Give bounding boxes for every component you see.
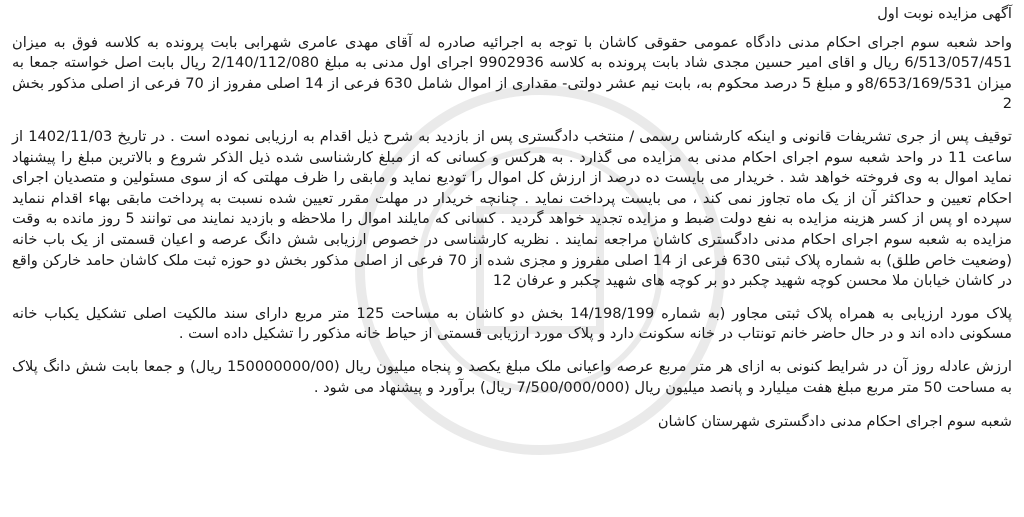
paragraph-2: توقیف پس از جری تشریفات قانونی و اینکه کارشناس رسمی / منتخب دادگستری پس از بازدید به شرح ذیل اقدام به ارزیابی نموده است . در تاریخ 1402/11/03 از ساعت 11 در واحد شعبه سوم اجرای احکام مدنی به مزایده می گذارد . به هرکس و کسانی که از مبلغ کارشناسی شده ذیل الذکر شروع و بالاترین مبلغ را پیشنهاد نماید اموال به وی فروخته خواهد شد . خریدار می بایست ده درصد از ارزش کل اموال را تودیع نماید و مابقی را ظرف مهلتی که از سوی مسئولین و متصدیان اجرای احکام تعیین و حداکثر آن از یک ماه تجاوز نمی کند ، می بایست پرداخت نماید . چنانچه خریدار در مهلت مقرر تعیین شده نسبت به پرداخت مابقی بهاء اقدام ننماید سپرده او پس از کسر هزینه مزایده به نفع دولت ضبط و مزایده تجدید خواهد گردید . کسانی که مایلند اموال را ملاحظه و بازدید نمایند می توانند 5 روز مانده به وقت مزایده به شعبه سوم اجرای احکام مدنی دادگستری کاشان مراجعه نمایند . نظریه کارشناسی در خصوص ارزیابی شش دانگ عرصه و اعیان قسمتی از یک باب خانه (وضعیت خاص طلق) به شماره پلاک ثبتی 630 فرعی از 14 اصلی مفروز و مجزی شده از 70 فرعی از اصلی مذکور بخش دو حوزه ثبت ملک کاشان حامد خارکن واقع در کاشان خیابان ملا محسن کوچه شهید چکبر دو بر کوچه های شهید چکبر و عرفان 12 bbox=[12, 127, 1013, 290]
paragraph-3: پلاک مورد ارزیابی به همراه پلاک ثبتی مجاور (به شماره 14/198/199 بخش دو کاشان به مساحت 125 متر مربع دارای سند مالکیت اصلی تشکیل یکباب خانه مسکونی داده اند و در حال حاضر خانم تونتاب در خانه سکونت دارد و پلاک مورد ارزیابی قسمتی از حیاط خانه مذکور را تشکیل داده است . bbox=[12, 304, 1012, 343]
auction-notice bbox=[12, 4, 1012, 433]
paragraph-1: واحد شعبه سوم اجرای احکام مدنی دادگاه عمومی حقوقی کاشان با توجه به اجرائیه صادره له آقای مهدی عامری شهرابی بابت پرونده به کلاسه فوق به میزان 6/513/057/451 ریال و اقای امیر حسین مجدی شاد بابت پرونده به کلاسه 9902936 اجرای اول مدنی به مبلغ 2/140/112/080 ریال بابت اصل خواسته جمعا به میزان 8/653/169/531و و مبلغ 5 درصد محکوم به، بابت نیم عشر دولتی- مقداری از اموال شامل 630 فرعی از 14 اصلی مفروز از 70 فرعی از اصلی مذکور بخش 2 bbox=[12, 33, 1012, 113]
signature: شعبه سوم اجرای احکام مدنی دادگستری شهرستان کاشان bbox=[657, 413, 1012, 431]
paragraph-4: ارزش عادله روز آن در شرایط کنونی به ازای هر متر مربع عرصه واعیانی ملک مبلغ یکصد و پنجاه میلیون ریال (150000000/00 ریال) و جمعا بابت شش دانگ پلاک به مساحت 50 متر مربع مبلغ هفت میلیارد و پانصد میلیون ریال (7/500/000/000 ریال) برآورد و پیشنهاد می شود . bbox=[12, 357, 1012, 396]
notice-title: آگهی مزایده نوبت اول bbox=[877, 5, 1012, 22]
